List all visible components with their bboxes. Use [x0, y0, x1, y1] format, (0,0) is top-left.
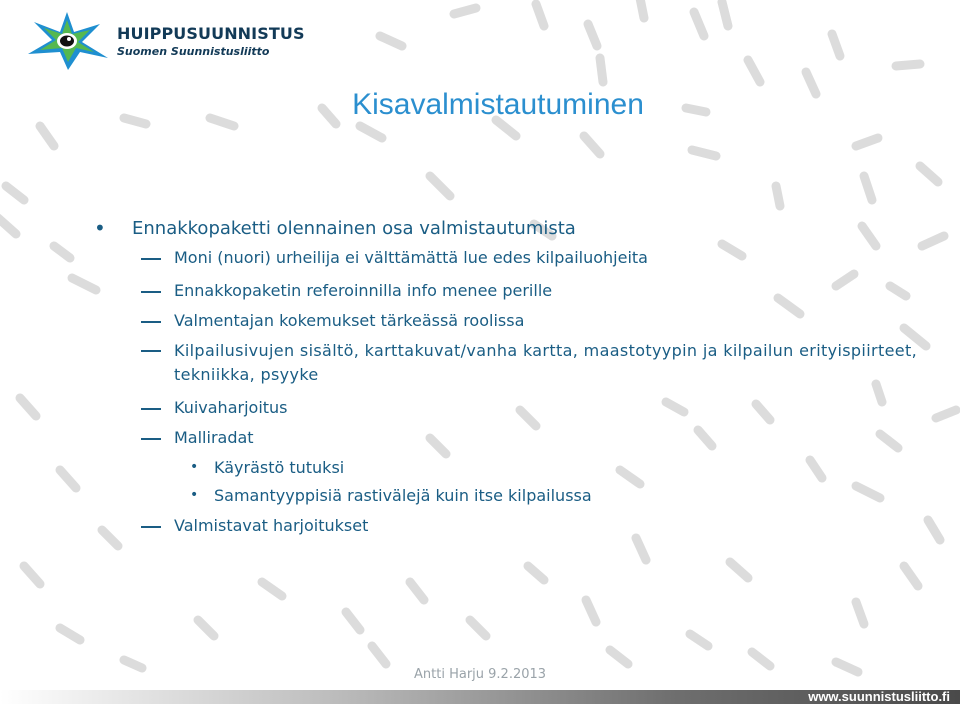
dash-marker-icon — [141, 291, 161, 293]
bullet-dot-icon: • — [190, 459, 199, 475]
bullet-text: Malliradat — [174, 428, 254, 447]
dash-marker-icon — [141, 438, 161, 440]
bullet-item — [94, 216, 576, 240]
bullet-item — [174, 398, 288, 418]
dash-marker-icon — [141, 350, 161, 352]
bullet-item — [174, 248, 648, 268]
bullet-text: Ennakkopaketin referoinnilla info menee perille — [174, 281, 553, 300]
dash-marker-icon — [141, 526, 161, 528]
dash-marker-icon — [141, 258, 161, 260]
footer-author: Antti Harju 9.2.2013 — [414, 667, 547, 682]
bullet-text: Moni (nuori) urheilija ei välttämättä lue edes kilpailuohjeita — [174, 248, 648, 267]
bullet-item — [174, 281, 552, 301]
bullet-dot-icon: • — [190, 487, 199, 503]
bullet-item — [190, 486, 592, 506]
orienteering-star-logo-icon — [22, 10, 112, 72]
bullet-text: Valmentajan kokemukset tärkeässä roolissa — [174, 311, 525, 330]
bullet-text: Samantyyppisiä rastivälejä kuin itse kilpailussa — [214, 486, 592, 505]
bullet-item — [174, 516, 368, 536]
bullet-text: Ennakkopaketti olennainen osa valmistautumista — [132, 218, 576, 239]
slide-title: Kisavalmistautuminen — [352, 88, 644, 121]
dash-marker-icon — [141, 321, 161, 323]
bullet-text: Käyrästö tutuksi — [214, 458, 345, 477]
brand-name: HUIPPUSUUNNISTUS — [117, 24, 305, 43]
bullet-item — [174, 428, 254, 448]
bullet-item — [174, 311, 524, 331]
bullet-text: Kuivaharjoitus — [174, 398, 288, 417]
brand-subtitle: Suomen Suunnistusliitto — [117, 45, 270, 58]
bullet-text: Valmistavat harjoitukset — [174, 516, 369, 535]
bullet-text: Kilpailusivujen sisältö, karttakuvat/vanha kartta, maastotyypin ja kilpailun erityispiirteet, tekniikka, psyyke — [174, 341, 918, 384]
bullet-item — [190, 458, 345, 478]
footer-bar — [0, 690, 960, 704]
bullet-dot-icon: • — [94, 216, 106, 240]
brand — [117, 26, 305, 57]
bullet-item — [174, 339, 934, 387]
footer-url[interactable]: www.suunnistusliitto.fi — [808, 689, 950, 704]
dash-marker-icon — [141, 408, 161, 410]
